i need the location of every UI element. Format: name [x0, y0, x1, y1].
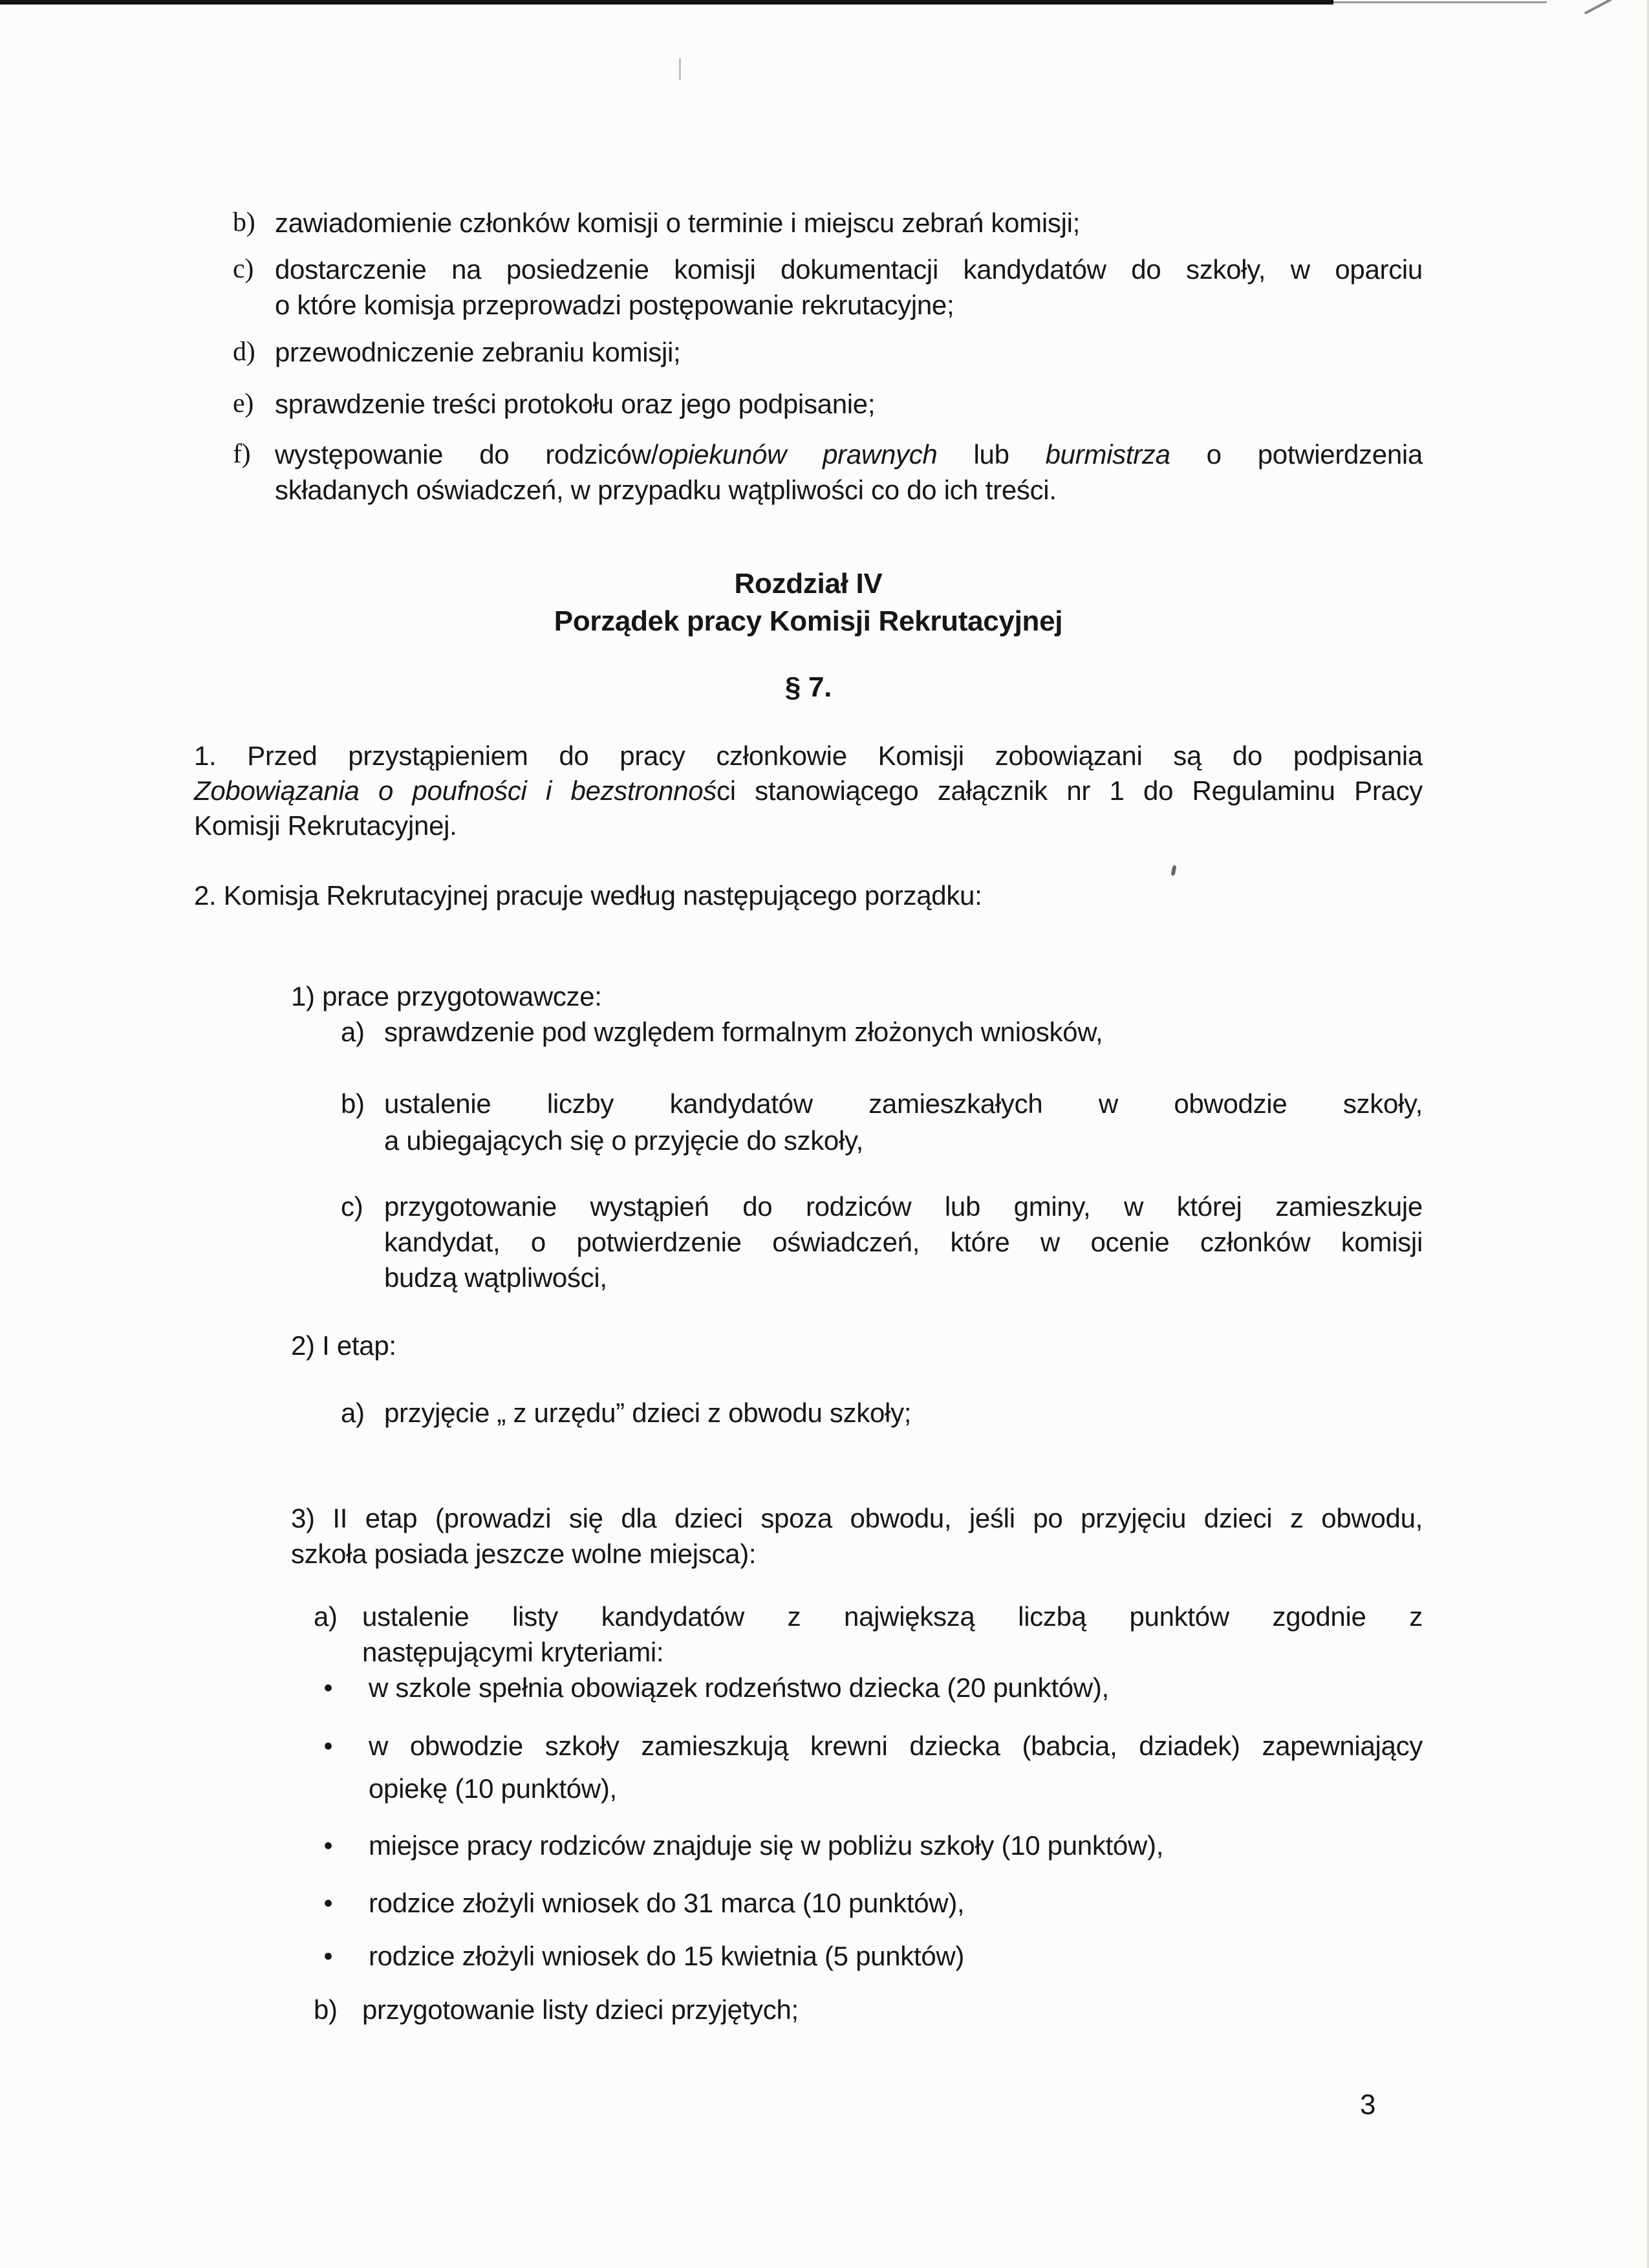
order-item-1a-text: [384, 1014, 1423, 1050]
paragraph-2: 2. Komisja Rekrutacyjnej pracuje według następującego porządku:: [194, 880, 982, 911]
text-line: rodzice złożyli wniosek do 31 marca (10 punktów),: [369, 1888, 965, 1918]
order-item-1b-text: [384, 1085, 1423, 1159]
text-line: 3) II etap (prowadzi się dla dzieci spoza obwodu, jeśli po przyjęciu dzieci z obwodu,: [291, 1503, 1423, 1533]
order-item-3a: [314, 1599, 1423, 1670]
list-item-b-text: [275, 205, 1423, 241]
text-line: opiekę (10 punktów),: [369, 1773, 617, 1804]
criterion-text: [369, 1670, 1423, 1705]
criterion-text: [369, 1828, 1423, 1863]
list-item-b: [233, 205, 1423, 241]
list-marker-f: f): [233, 439, 251, 469]
list-marker-a: a): [341, 1017, 365, 1047]
bullet-icon: ●: [323, 1836, 333, 1854]
bullet-icon: ●: [323, 1894, 333, 1912]
list-marker-a: a): [341, 1398, 365, 1428]
bullet-icon: ●: [323, 1736, 333, 1755]
list-item-c: [233, 252, 1423, 323]
text-line: 1. Przed przystąpieniem do pracy członkowie Komisji zobowiązani są do podpisania: [194, 740, 1423, 771]
text-line: przyjęcie „ z urzędu” dzieci z obwodu szkoły;: [384, 1398, 912, 1428]
criterion-text: [369, 1938, 1423, 1974]
text-segment-italic: Zobowiązania o poufności i bezstronnoś: [194, 775, 717, 806]
criterion-text: [369, 1885, 1423, 1921]
text-line-rich: [194, 773, 1423, 808]
order-item-2a: [341, 1395, 1423, 1431]
text-line: Komisji Rekrutacyjnej.: [194, 810, 457, 841]
text-segment-italic: burmistrza: [1045, 439, 1170, 470]
text-segment: o potwierdzenia: [1170, 439, 1423, 470]
text-line: w obwodzie szkoły zamieszkują krewni dziecka (babcia, dziadek) zapewniający: [369, 1731, 1423, 1761]
text-segment: lub: [937, 439, 1046, 470]
list-marker-b: b): [341, 1088, 365, 1119]
list-marker-b: b): [233, 208, 255, 237]
text-line: kandydat, o potwierdzenie oświadczeń, które w ocenie członków komisji: [384, 1227, 1423, 1257]
scan-corner-mark: [1584, 0, 1611, 15]
order-item-3a-text: [362, 1599, 1423, 1670]
criterion-bullet-3: [323, 1828, 1423, 1863]
order-item-3b: [314, 1992, 1423, 2027]
document-content: [194, 0, 1423, 2027]
list-item-d: [233, 334, 1423, 370]
list-item-c-text: [275, 252, 1423, 323]
order-item-1c: [341, 1189, 1423, 1295]
page-number: 3: [1360, 2089, 1376, 2121]
text-line: szkoła posiada jeszcze wolne miejsca):: [291, 1539, 757, 1569]
text-line: budzą wątpliwości,: [384, 1262, 607, 1293]
list-marker-c: c): [341, 1191, 363, 1222]
list-marker-a: a): [314, 1601, 338, 1632]
list-marker-e: e): [233, 389, 254, 418]
list-marker-b: b): [314, 1994, 338, 2025]
text-line: ustalenie listy kandydatów z największą liczbą punktów zgodnie z: [362, 1601, 1423, 1632]
order-item-1a: [341, 1014, 1423, 1050]
text-line: przygotowanie listy dzieci przyjętych;: [362, 1994, 799, 2025]
text-line: rodzice złożyli wniosek do 15 kwietnia (5 punktów): [369, 1941, 965, 1971]
text-line: o które komisja przeprowadzi postępowanie rekrutacyjne;: [275, 290, 954, 320]
text-segment: występowanie do rodziców/: [275, 439, 659, 470]
order-item-1-header: 1) prace przygotowawcze:: [291, 981, 602, 1011]
text-segment-italic: opiekunów prawnych: [658, 439, 938, 470]
list-marker-d: d): [233, 337, 255, 367]
list-item-e-text: [275, 386, 1423, 422]
text-line-rich: [275, 437, 1423, 472]
order-item-2-header: 2) I etap:: [291, 1330, 396, 1361]
text-line: przygotowanie wystąpień do rodziców lub gminy, w której zamieszkuje: [384, 1191, 1423, 1222]
text-line: przewodniczenie zebraniu komisji;: [275, 337, 681, 367]
section-mark: § 7.: [784, 671, 832, 703]
text-segment: ci stanowiącego załącznik nr 1 do Regulaminu Pracy: [717, 775, 1423, 806]
order-item-1b: [341, 1085, 1423, 1159]
text-line: miejsce pracy rodziców znajduje się w pobliżu szkoły (10 punktów),: [369, 1830, 1164, 1861]
text-line: sprawdzenie treści protokołu oraz jego podpisanie;: [275, 389, 876, 419]
chapter-heading: [194, 565, 1423, 640]
text-line: zawiadomienie członków komisji o terminie i miejscu zebrań komisji;: [275, 208, 1081, 238]
text-line: a ubiegających się o przyjęcie do szkoły,: [384, 1125, 863, 1156]
criterion-bullet-1: [323, 1670, 1423, 1705]
paragraph-1: [194, 739, 1423, 843]
criterion-bullet-4: [323, 1885, 1423, 1921]
text-line: w szkole spełnia obowiązek rodzeństwo dziecka (20 punktów),: [369, 1672, 1109, 1703]
order-item-2a-text: [384, 1395, 1423, 1431]
text-line: dostarczenie na posiedzenie komisji dokumentacji kandydatów do szkoły, w oparciu: [275, 254, 1423, 285]
chapter-title: Rozdział IV: [734, 568, 883, 599]
text-line: następującymi kryteriami:: [362, 1637, 664, 1667]
order-item-3b-text: [362, 1992, 1423, 2027]
order-item-3-header: [291, 1500, 1423, 1571]
bullet-icon: ●: [323, 1678, 333, 1696]
criterion-bullet-2: [323, 1728, 1423, 1806]
list-item-f: [233, 437, 1423, 508]
chapter-subtitle: Porządek pracy Komisji Rekrutacyjnej: [554, 605, 1063, 637]
list-marker-c: c): [233, 254, 254, 284]
list-item-e: [233, 386, 1423, 422]
text-line: ustalenie liczby kandydatów zamieszkałych w obwodzie szkoły,: [384, 1088, 1423, 1119]
list-item-f-text: [275, 437, 1423, 508]
order-item-1c-text: [384, 1189, 1423, 1295]
criterion-bullet-5: [323, 1938, 1423, 1974]
bullet-icon: ●: [323, 1947, 333, 1965]
criterion-text: [369, 1728, 1423, 1806]
list-item-d-text: [275, 334, 1423, 370]
text-line: składanych oświadczeń, w przypadku wątpliwości co do ich treści.: [275, 475, 1057, 505]
text-line: sprawdzenie pod względem formalnym złożonych wniosków,: [384, 1017, 1103, 1047]
